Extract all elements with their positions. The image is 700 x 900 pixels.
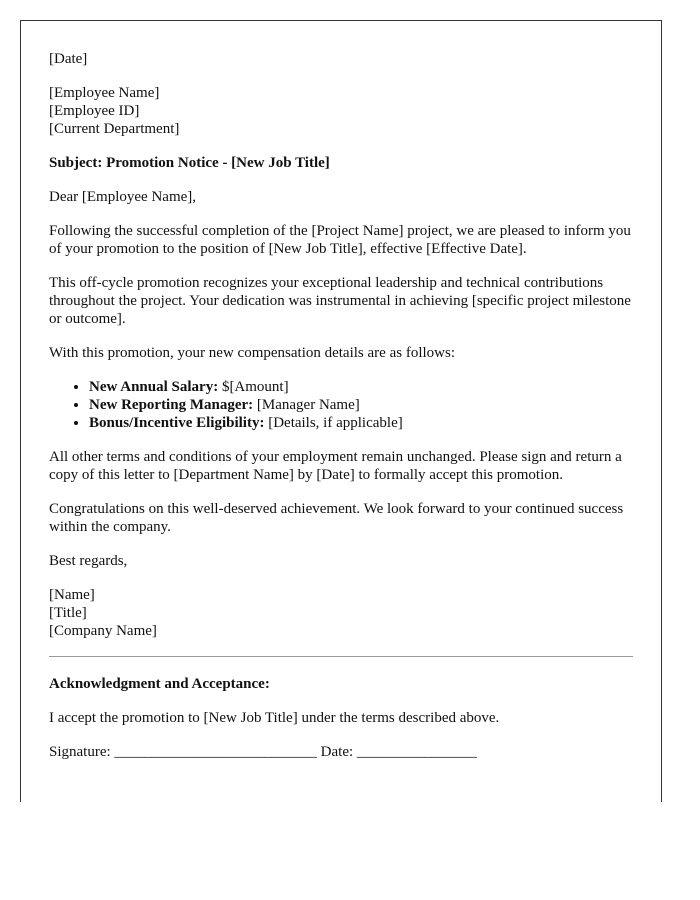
list-item (89, 378, 633, 396)
sender-block (49, 586, 633, 640)
signature-label: Signature: (49, 744, 115, 760)
recipient-name: [Employee Name] (49, 85, 160, 101)
letter (20, 20, 662, 802)
date-line: ________________ (356, 744, 477, 760)
signature-row (49, 743, 633, 761)
list-item (89, 396, 633, 414)
detail-label: New Annual Salary: (89, 379, 219, 395)
detail-value: [Details, if applicable] (264, 415, 403, 431)
recipient-department: [Current Department] (49, 121, 180, 137)
subject-text: Subject: Promotion Notice - [New Job Title] (49, 155, 330, 171)
detail-value: [Manager Name] (253, 397, 360, 413)
paragraph-intro: Following the successful completion of the [Project Name] project, we are pleased to inform you of your promotion to the position of [New Job Title], effective [Effective Date]. (49, 223, 631, 257)
detail-label: New Reporting Manager: (89, 397, 254, 413)
signoff: Best regards, (49, 553, 128, 569)
date-label: Date: (316, 744, 357, 760)
subject-line (49, 154, 633, 172)
sender-name: [Name] (49, 587, 95, 603)
recipient-block (49, 84, 633, 138)
list-item (89, 414, 633, 432)
divider (49, 656, 633, 657)
detail-value: $[Amount] (218, 379, 289, 395)
compensation-list (49, 378, 633, 432)
sender-company: [Company Name] (49, 623, 157, 639)
acknowledgment-heading-text: Acknowledgment and Acceptance: (49, 676, 270, 692)
paragraph-recognition: This off-cycle promotion recognizes your exceptional leadership and technical contributions throughout the project. Your dedication was instrumental in achieving [specific project milestone or outcome]. (49, 275, 631, 327)
paragraph-congratulations: Congratulations on this well-deserved achievement. We look forward to your continued success within the company. (49, 501, 624, 535)
acknowledgment-statement: I accept the promotion to [New Job Title] under the terms described above. (49, 710, 500, 726)
paragraph-terms: All other terms and conditions of your employment remain unchanged. Please sign and return a copy of this letter to [Department Name] by [Date] to formally accept this promotion. (49, 449, 622, 483)
recipient-id: [Employee ID] (49, 103, 140, 119)
sender-title: [Title] (49, 605, 87, 621)
paragraph-compensation: With this promotion, your new compensation details are as follows: (49, 345, 455, 361)
signature-line: ___________________________ (114, 744, 317, 760)
acknowledgment-heading (49, 675, 633, 693)
letter-date: [Date] (49, 51, 88, 67)
detail-label: Bonus/Incentive Eligibility: (89, 415, 265, 431)
salutation: Dear [Employee Name], (49, 189, 197, 205)
